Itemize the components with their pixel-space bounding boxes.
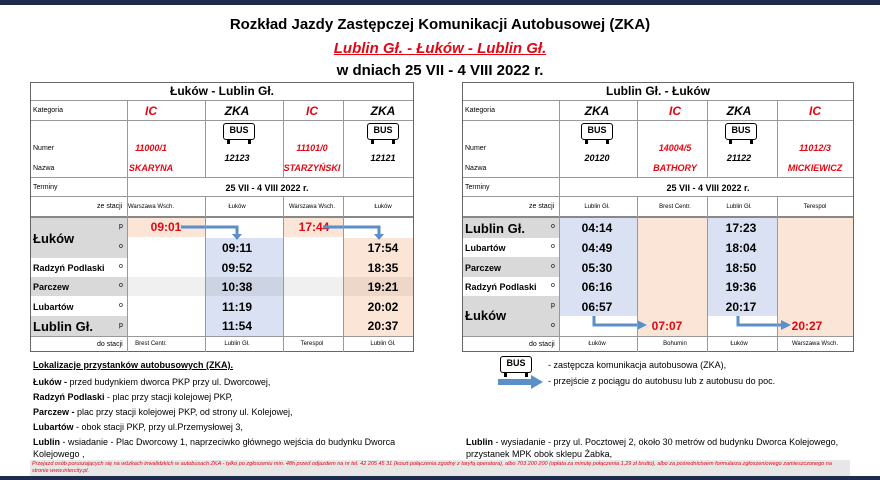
origin-station: Warszawa Wsch. <box>127 204 175 210</box>
origin-station: Łuków <box>374 204 392 210</box>
time-cell: 19:36 <box>725 280 757 294</box>
transfer-arrow-icon <box>498 375 544 389</box>
train-category: ZKA <box>370 104 396 118</box>
transfer-arrow-icon <box>321 223 391 241</box>
stop-note: Lublin - wsiadanie - Plac Dworcowy 1, naprzeciwko głównego wejścia do budynku Dworca <box>33 437 396 447</box>
departure-marker: o <box>119 302 123 309</box>
time-cell: 20:37 <box>367 319 399 333</box>
destination-station: Łuków <box>730 341 748 347</box>
train-category: IC <box>809 104 821 118</box>
to-label: do stacji <box>97 341 123 348</box>
stop-note: Radzyń Podlaski - plac przy stacji kolejowej PKP, <box>33 392 233 402</box>
legend-arrow: - przejście z pociągu do autobusu lub z autobusu do poc. <box>548 376 776 386</box>
panel-title: Łuków - Lublin Gł. <box>170 84 274 98</box>
destination-station: Łuków <box>588 341 606 347</box>
destination-station: Warszawa Wsch. <box>791 341 839 347</box>
bus-icon: BUS <box>223 123 255 140</box>
train-number: 11000/1 <box>135 143 167 153</box>
origin-station: Terespol <box>803 204 827 210</box>
transfer-arrow-icon <box>735 315 795 333</box>
name-label: Nazwa <box>33 165 55 172</box>
stop-note-cont: Kolejowego , <box>33 449 85 459</box>
train-category: IC <box>669 104 681 118</box>
departure-marker: o <box>119 263 123 270</box>
time-cell: 17:23 <box>725 221 757 235</box>
time-cell: 20:02 <box>367 300 399 314</box>
name-label: Nazwa <box>465 165 487 172</box>
time-cell: 09:52 <box>221 261 253 275</box>
departure-marker: o <box>551 322 555 329</box>
destination-station: Brest Centr. <box>135 341 167 347</box>
time-cell: 06:16 <box>581 280 613 294</box>
legend-bus: - zastępcza komunikacja autobusowa (ZKA), <box>548 360 727 370</box>
train-number: 12121 <box>370 153 396 163</box>
time-cell: 05:30 <box>581 261 613 275</box>
train-category: IC <box>145 104 157 118</box>
date-range: w dniach 25 VII - 4 VIII 2022 r. <box>336 62 544 79</box>
station-name: Łuków <box>465 308 507 323</box>
time-cell: 20:27 <box>791 319 823 333</box>
train-name: BATHORY <box>653 163 697 173</box>
stop-note: Łuków - przed budynkiem dworca PKP przy ul. Dworcowej, <box>33 377 271 387</box>
train-number: 12123 <box>224 153 250 163</box>
from-label: ze stacji <box>529 203 555 210</box>
origin-station: Lublin Gł. <box>726 204 752 210</box>
destination-station: Lublin Gł. <box>370 341 396 347</box>
validity-dates: 25 VII - 4 VIII 2022 r. <box>225 183 309 193</box>
number-label: Numer <box>465 145 487 152</box>
time-cell: 10:38 <box>221 280 253 294</box>
arrival-marker: p <box>119 322 123 329</box>
station-name: Lublin Gł. <box>465 221 525 236</box>
origin-station: Lublin Gł. <box>584 204 610 210</box>
departure-marker: o <box>119 282 123 289</box>
lublin-note: Lublin - wysiadanie - przy ul. Pocztowej 2, około 30 metrów od budynku Dworca Kolejowego, <box>466 437 839 447</box>
route-title: Lublin Gł. - Łuków - Lublin Gł. <box>333 40 547 57</box>
arrival-marker: p <box>119 223 123 230</box>
time-cell: 07:07 <box>651 319 683 333</box>
station-name: Lubartów <box>465 243 506 253</box>
station-name: Lubartów <box>33 302 74 312</box>
destination-station: Bohumin <box>663 341 687 347</box>
station-name: Parczew <box>33 282 70 292</box>
time-cell: 09:11 <box>221 241 253 255</box>
departure-marker: o <box>551 263 555 270</box>
train-name: MICKIEWICZ <box>787 163 843 173</box>
panel-title: Lublin Gł. - Łuków <box>606 84 710 98</box>
bus-icon: BUS <box>581 123 613 140</box>
train-category: ZKA <box>584 104 610 118</box>
top-bar <box>0 0 880 5</box>
time-cell: 18:50 <box>725 261 757 275</box>
departure-marker: o <box>551 223 555 230</box>
train-number: 20120 <box>584 153 610 163</box>
train-name: STARZYŃSKI <box>283 163 341 173</box>
station-name: Radzyń Podlaski <box>33 263 105 273</box>
number-label: Numer <box>33 145 55 152</box>
bus-icon: BUS <box>367 123 399 140</box>
time-cell: 11:19 <box>221 300 253 314</box>
notes-heading: Lokalizacje przystanków autobusowych (ZKA). <box>33 360 234 370</box>
from-label: ze stacji <box>97 203 123 210</box>
bus-icon: BUS <box>725 123 757 140</box>
time-cell: 17:54 <box>367 241 399 255</box>
station-name: Radzyń Podlaski <box>465 282 537 292</box>
page-title: Rozkład Jazdy Zastępczej Komunikacji Autobusowej (ZKA) <box>229 16 651 33</box>
departure-marker: o <box>551 282 555 289</box>
time-cell: 04:49 <box>581 241 613 255</box>
station-name: Łuków <box>33 231 75 246</box>
timetable-lukow-lublin <box>30 82 414 352</box>
departure-marker: o <box>119 243 123 250</box>
timetable-lublin-lukow <box>462 82 854 352</box>
origin-station: Łuków <box>228 204 246 210</box>
lublin-note-cont: przystanek MPK obok sklepu Żabka, <box>466 449 613 459</box>
station-name: Lublin Gł. <box>33 319 93 334</box>
destination-station: Lublin Gł. <box>224 341 250 347</box>
station-name: Parczew <box>465 263 502 273</box>
origin-station: Warszawa Wsch. <box>288 204 336 210</box>
time-cell: 18:04 <box>725 241 757 255</box>
time-cell: 19:21 <box>367 280 399 294</box>
to-label: do stacji <box>529 341 555 348</box>
time-cell: 09:01 <box>150 220 182 234</box>
train-name: SKARYNA <box>128 163 174 173</box>
category-label: Kategoria <box>33 107 63 114</box>
bus-icon: BUS <box>500 356 532 373</box>
train-category: ZKA <box>726 104 752 118</box>
bottom-bar <box>0 476 880 480</box>
category-label: Kategoria <box>465 107 495 114</box>
stop-note: Lubartów - obok stacji PKP, przy ul.Przemysłowej 3, <box>33 422 243 432</box>
origin-station: Brest Centr. <box>659 204 691 210</box>
transfer-arrow-icon <box>591 315 651 333</box>
transfer-arrow-icon <box>179 223 249 241</box>
train-number: 14004/5 <box>658 143 692 153</box>
time-cell: 04:14 <box>581 221 613 235</box>
train-number: 11012/3 <box>799 143 831 153</box>
time-cell: 17:44 <box>298 220 330 234</box>
terminy-label: Terminy <box>33 184 58 191</box>
time-cell: 11:54 <box>221 319 253 333</box>
stop-note: Parczew - plac przy stacji kolejowej PKP, od strony ul. Kolejowej, <box>33 407 293 417</box>
validity-dates: 25 VII - 4 VIII 2022 r. <box>666 183 750 193</box>
arrival-marker: p <box>551 302 555 309</box>
time-cell: 20:17 <box>725 300 757 314</box>
terminy-label: Terminy <box>465 184 490 191</box>
accessibility-footer: Przejazd osób poruszających się na wózkach inwalidzkich w autobusach ZKA - tylko po zgłoszeniu min. 48h przed odjazdem na nr tel. 42 205 45 31 (koszt połączenia zgodny z taryfą operatora), albo 703 200 200 (opłata za minutę połączenia 1,29 zł brutto), albo za pośrednictwem formularza zgłoszeniowego zamieszczonego na stronie www.intercity.pl. <box>30 460 850 476</box>
train-category: IC <box>306 104 318 118</box>
train-number: 21122 <box>726 153 752 163</box>
time-cell: 06:57 <box>581 300 613 314</box>
time-cell: 18:35 <box>367 261 399 275</box>
train-number: 11101/0 <box>296 143 328 153</box>
departure-marker: o <box>551 243 555 250</box>
destination-station: Terespol <box>300 341 324 347</box>
train-category: ZKA <box>224 104 250 118</box>
